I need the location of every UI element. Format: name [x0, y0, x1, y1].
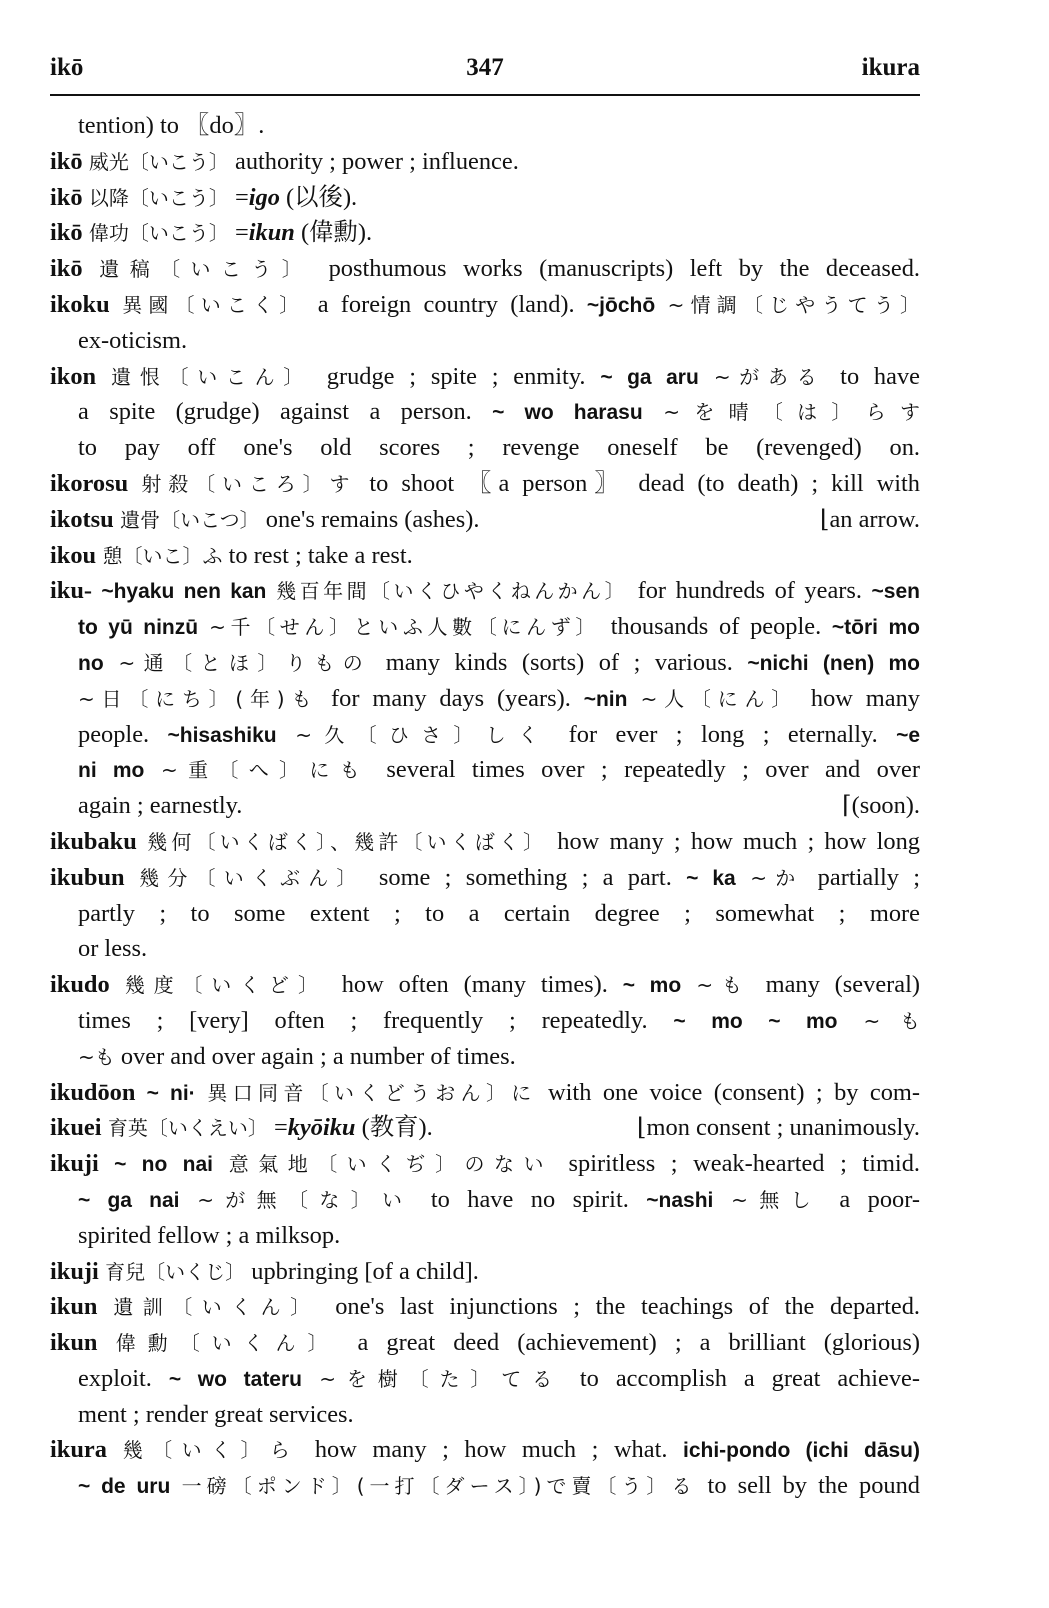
runover-text: ⌈(soon). — [842, 792, 920, 820]
headword: ikō — [50, 255, 83, 283]
definition-text: upbringing [of a child]. — [245, 1257, 479, 1285]
definition-text: (教育). — [355, 1114, 433, 1142]
definition-text: to shoot 〖a person〗 dead (to death) ; kill with — [356, 469, 920, 497]
entry-line — [50, 1182, 920, 1218]
definition-text: authority ; power ; influence. — [228, 147, 519, 175]
definition-text: several times over ; repeatedly ; over and over — [370, 756, 921, 784]
definition-text: grudge ; spite ; enmity. — [311, 362, 601, 390]
definition-text: to pay off one's old scores ; revenge oneself be (revenged) on. — [78, 434, 920, 462]
japanese-text: ~人〔にん〕 — [627, 686, 799, 711]
japanese-text: 偉功〔いこう〕 — [82, 221, 229, 246]
japanese-text: 育英〔いくえい〕 — [101, 1116, 268, 1141]
japanese-text: 意氣地〔いくぢ〕のない — [212, 1152, 553, 1177]
entry-line — [50, 538, 920, 574]
headword: ikubaku — [50, 827, 137, 855]
japanese-text: 遺骨〔いこつ〕 — [113, 507, 260, 532]
entry-line — [50, 287, 920, 323]
definition-text: partly ; to some extent ; to a certain degree ; somewhat ; more — [78, 899, 920, 927]
definition-text: (以後). — [279, 183, 358, 211]
romanized-phrase: ~hyaku nen kan — [92, 580, 267, 604]
definition-text: ment ; render great services. — [78, 1400, 354, 1428]
definition-text: or less. — [78, 935, 148, 963]
header-last-guide-word: ikura — [861, 54, 920, 81]
headword: ikorosu — [50, 469, 129, 497]
definition-text: for many days (years). — [318, 684, 584, 712]
header-rule — [50, 94, 920, 96]
japanese-text: 偉勳〔いくん〕 — [97, 1331, 340, 1356]
definition-text: spiritless ; weak-hearted ; timid. — [552, 1150, 920, 1178]
headword: ikotsu — [50, 505, 114, 533]
entry-line — [50, 1254, 920, 1290]
entry-line — [50, 860, 920, 896]
definition-text: to sell by the pound — [696, 1472, 920, 1500]
headword: ikō — [50, 219, 83, 247]
dictionary-entries — [50, 108, 920, 1504]
entry-line — [50, 1110, 920, 1146]
romanized-phrase: ~ ka — [686, 866, 736, 890]
definition-text: exploit. — [78, 1364, 169, 1392]
romanized-phrase: ~ ga aru — [600, 365, 699, 389]
entry-line — [50, 1432, 920, 1468]
entry-line — [50, 394, 920, 430]
cross-reference: igo — [248, 183, 280, 211]
romanized-phrase: ~ wo tateru — [168, 1367, 302, 1391]
japanese-text: 幾〔いく〕ら — [106, 1438, 300, 1463]
japanese-text: ~情調〔じやうてう〕 — [655, 292, 921, 317]
romanized-phrase: ~ ga nai — [78, 1188, 180, 1212]
japanese-text: 育兒〔いくじ〕 — [98, 1259, 246, 1284]
japanese-text: 憩〔いこ〕ふ — [96, 543, 223, 568]
definition-text: spirited fellow ; a milksop. — [78, 1221, 341, 1249]
romanized-phrase: ~e — [896, 723, 921, 747]
definition-text: one's last injunctions ; the teachings of the departed. — [319, 1293, 921, 1321]
japanese-text: ~千〔せん〕といふ人數〔にんず〕 — [198, 615, 600, 640]
japanese-text: 異國〔いこく〕 — [109, 292, 306, 317]
entry-line — [50, 1289, 920, 1325]
japanese-text: ~がある — [698, 364, 826, 389]
entry-line — [50, 1003, 920, 1039]
definition-text: over and over again ; a number of times. — [114, 1042, 516, 1070]
definition-text: how many ; how much ; what. — [299, 1436, 683, 1464]
japanese-text: 幾何〔いくばく〕、幾許〔いくばく〕 — [136, 829, 548, 854]
entry-line — [50, 752, 920, 788]
definition-text: people. — [78, 720, 168, 748]
definition-text: a foreign country (land). — [305, 290, 587, 318]
entry-line — [50, 323, 920, 359]
headword: ikudōon — [50, 1078, 136, 1106]
headword: ikudo — [50, 971, 110, 999]
entry-line — [50, 430, 920, 466]
romanized-phrase: ichi-pondo (ichi dāsu) — [682, 1439, 920, 1463]
entry-line — [50, 967, 920, 1003]
definition-text: to accomplish a great achieve- — [562, 1364, 920, 1392]
headword: ikubun — [50, 863, 125, 891]
entry-line — [50, 215, 920, 251]
headword: ikuei — [50, 1114, 102, 1142]
romanized-phrase: ~ mo — [622, 974, 682, 998]
entry-line — [50, 1397, 920, 1433]
definition-text: for ever ; long ; eternally. — [550, 720, 897, 748]
definition-text: many (several) — [750, 971, 920, 999]
definition-text: times ; [very] often ; frequently ; repeatedly. — [78, 1006, 674, 1034]
japanese-text: 幾度〔いくど〕 — [109, 973, 327, 998]
runover-text: ⌊an arrow. — [819, 505, 920, 533]
page-number: 347 — [466, 54, 504, 81]
definition-text: (偉勳). — [294, 219, 373, 247]
entry-line — [50, 717, 920, 753]
entry-line — [50, 788, 920, 824]
japanese-text: 遺稿〔いこう〕 — [82, 257, 313, 282]
definition-text: one's remains (ashes). — [259, 505, 480, 533]
romanized-phrase: ~ wo harasu — [492, 401, 643, 425]
japanese-text: ~か — [735, 865, 804, 890]
header-first-guide-word: ikō — [50, 54, 84, 81]
romanized-phrase: ni mo — [78, 759, 145, 783]
definition-text: with one voice (consent) ; by com- — [536, 1078, 921, 1106]
romanized-phrase: ~nin — [583, 687, 628, 711]
definition-text: to have no spirit. — [413, 1185, 647, 1213]
headword: ikura — [50, 1436, 107, 1464]
romanized-phrase: ~ de uru — [78, 1475, 171, 1499]
definition-text: some ; something ; a part. — [364, 863, 687, 891]
definition-text: posthumous works (manuscripts) left by the deceased. — [312, 255, 920, 283]
japanese-text: 幾分〔いくぶん〕 — [124, 865, 365, 890]
definition-text: = — [228, 183, 249, 211]
romanized-phrase: ~nichi (nen) mo — [747, 651, 920, 675]
romanized-phrase: ~jōchō — [586, 293, 656, 317]
headword: ikoku — [50, 290, 110, 318]
japanese-text: 幾百年間〔いくひやくねんかん〕 — [266, 579, 629, 604]
headword: ikō — [50, 183, 83, 211]
japanese-text: 威光〔いこう〕 — [82, 149, 229, 174]
romanized-phrase: ~ mo ~ mo — [673, 1009, 838, 1033]
romanized-phrase: no — [78, 651, 104, 675]
japanese-text: ~も — [78, 1044, 115, 1069]
japanese-text: ~を樹〔た〕てる — [302, 1366, 563, 1391]
headword: ikou — [50, 541, 97, 569]
romanized-phrase: to yū ninzū — [78, 616, 199, 640]
definition-text: to have — [825, 362, 920, 390]
japanese-text: 遺恨〔いこん〕 — [96, 364, 312, 389]
entry-line — [50, 359, 920, 395]
headword: ikuji — [50, 1150, 99, 1178]
japanese-text: ~久〔ひさ〕しく — [276, 722, 551, 747]
entry-line — [50, 251, 920, 287]
japanese-text: ~を晴〔は〕らす — [642, 400, 920, 425]
running-header — [50, 54, 920, 94]
entry-line — [50, 681, 920, 717]
japanese-text: 射殺〔いころ〕す — [128, 471, 357, 496]
definition-text: many kinds (sorts) of ; various. — [371, 648, 748, 676]
definition-text: how often (many times). — [326, 971, 623, 999]
japanese-text: ~も — [681, 973, 751, 998]
entry-line — [50, 896, 920, 932]
entry-line — [50, 1039, 920, 1075]
romanized-phrase: ~ ni· — [135, 1081, 196, 1105]
entry-line — [50, 824, 920, 860]
definition-text: = — [228, 219, 249, 247]
japanese-text: 一磅〔ポンド〕(一打〔ダース〕)で賣〔う〕る — [170, 1474, 697, 1499]
definition-text: a great deed (achievement) ; a brilliant (glorious) — [339, 1329, 920, 1357]
entry-line — [50, 1218, 920, 1254]
entry-line — [50, 144, 920, 180]
japanese-text: 以降〔いこう〕 — [82, 185, 229, 210]
romanized-phrase: ~sen — [871, 580, 920, 604]
headword: ikun — [50, 1293, 98, 1321]
romanized-phrase: ~hisashiku — [167, 723, 277, 747]
entry-line — [50, 573, 920, 609]
definition-text: thousands of people. — [600, 613, 832, 641]
definition-text: partially ; — [803, 863, 920, 891]
runover-text: ⌊mon consent ; unanimously. — [637, 1114, 920, 1142]
headword: ikon — [50, 362, 97, 390]
headword: ikō — [50, 147, 83, 175]
entry-line — [50, 1146, 920, 1182]
definition-text: how many — [798, 684, 920, 712]
definition-text: ex-oticism. — [78, 326, 188, 354]
romanized-phrase: ~tōri mo — [831, 616, 920, 640]
definition-text: tention) to 〖do〗. — [78, 112, 265, 139]
entry-line — [50, 609, 920, 645]
headword: ikun — [50, 1329, 98, 1357]
definition-text: for hundreds of years. — [628, 577, 872, 605]
entry-line — [50, 1325, 920, 1361]
entry-line — [50, 1075, 920, 1111]
definition-text: again ; earnestly. — [78, 792, 243, 820]
headword: iku- — [50, 577, 93, 605]
definition-text: = — [267, 1114, 288, 1142]
japanese-text: 異口同音〔いくどうおん〕に — [195, 1080, 537, 1105]
entry-line — [50, 180, 920, 216]
japanese-text: ~重〔へ〕にも — [144, 758, 370, 783]
definition-text: a spite (grudge) against a person. — [78, 398, 493, 426]
japanese-text: 遺訓〔いくん〕 — [97, 1295, 320, 1320]
japanese-text: ~無し — [713, 1187, 822, 1212]
definition-text: how many ; how much ; how long — [547, 827, 920, 855]
entry-line — [50, 108, 920, 144]
japanese-text: ~日〔にち〕(年)も — [78, 686, 319, 711]
cross-reference: kyōiku — [287, 1114, 356, 1142]
romanized-phrase: ~nashi — [646, 1188, 714, 1212]
entry-line — [50, 1361, 920, 1397]
headword: ikuji — [50, 1257, 99, 1285]
entry-line — [50, 931, 920, 967]
japanese-text: ~が無〔な〕い — [179, 1187, 414, 1212]
japanese-text: ~も — [837, 1008, 920, 1033]
cross-reference: ikun — [248, 219, 295, 247]
japanese-text: ~通〔とほ〕りもの — [103, 650, 372, 675]
entry-line — [50, 1468, 920, 1504]
definition-text: to rest ; take a rest. — [222, 541, 413, 569]
dictionary-page — [50, 54, 920, 1504]
entry-line — [50, 502, 920, 538]
romanized-phrase: ~ no nai — [98, 1153, 213, 1177]
entry-line — [50, 466, 920, 502]
entry-line — [50, 645, 920, 681]
definition-text: a poor- — [821, 1185, 920, 1213]
